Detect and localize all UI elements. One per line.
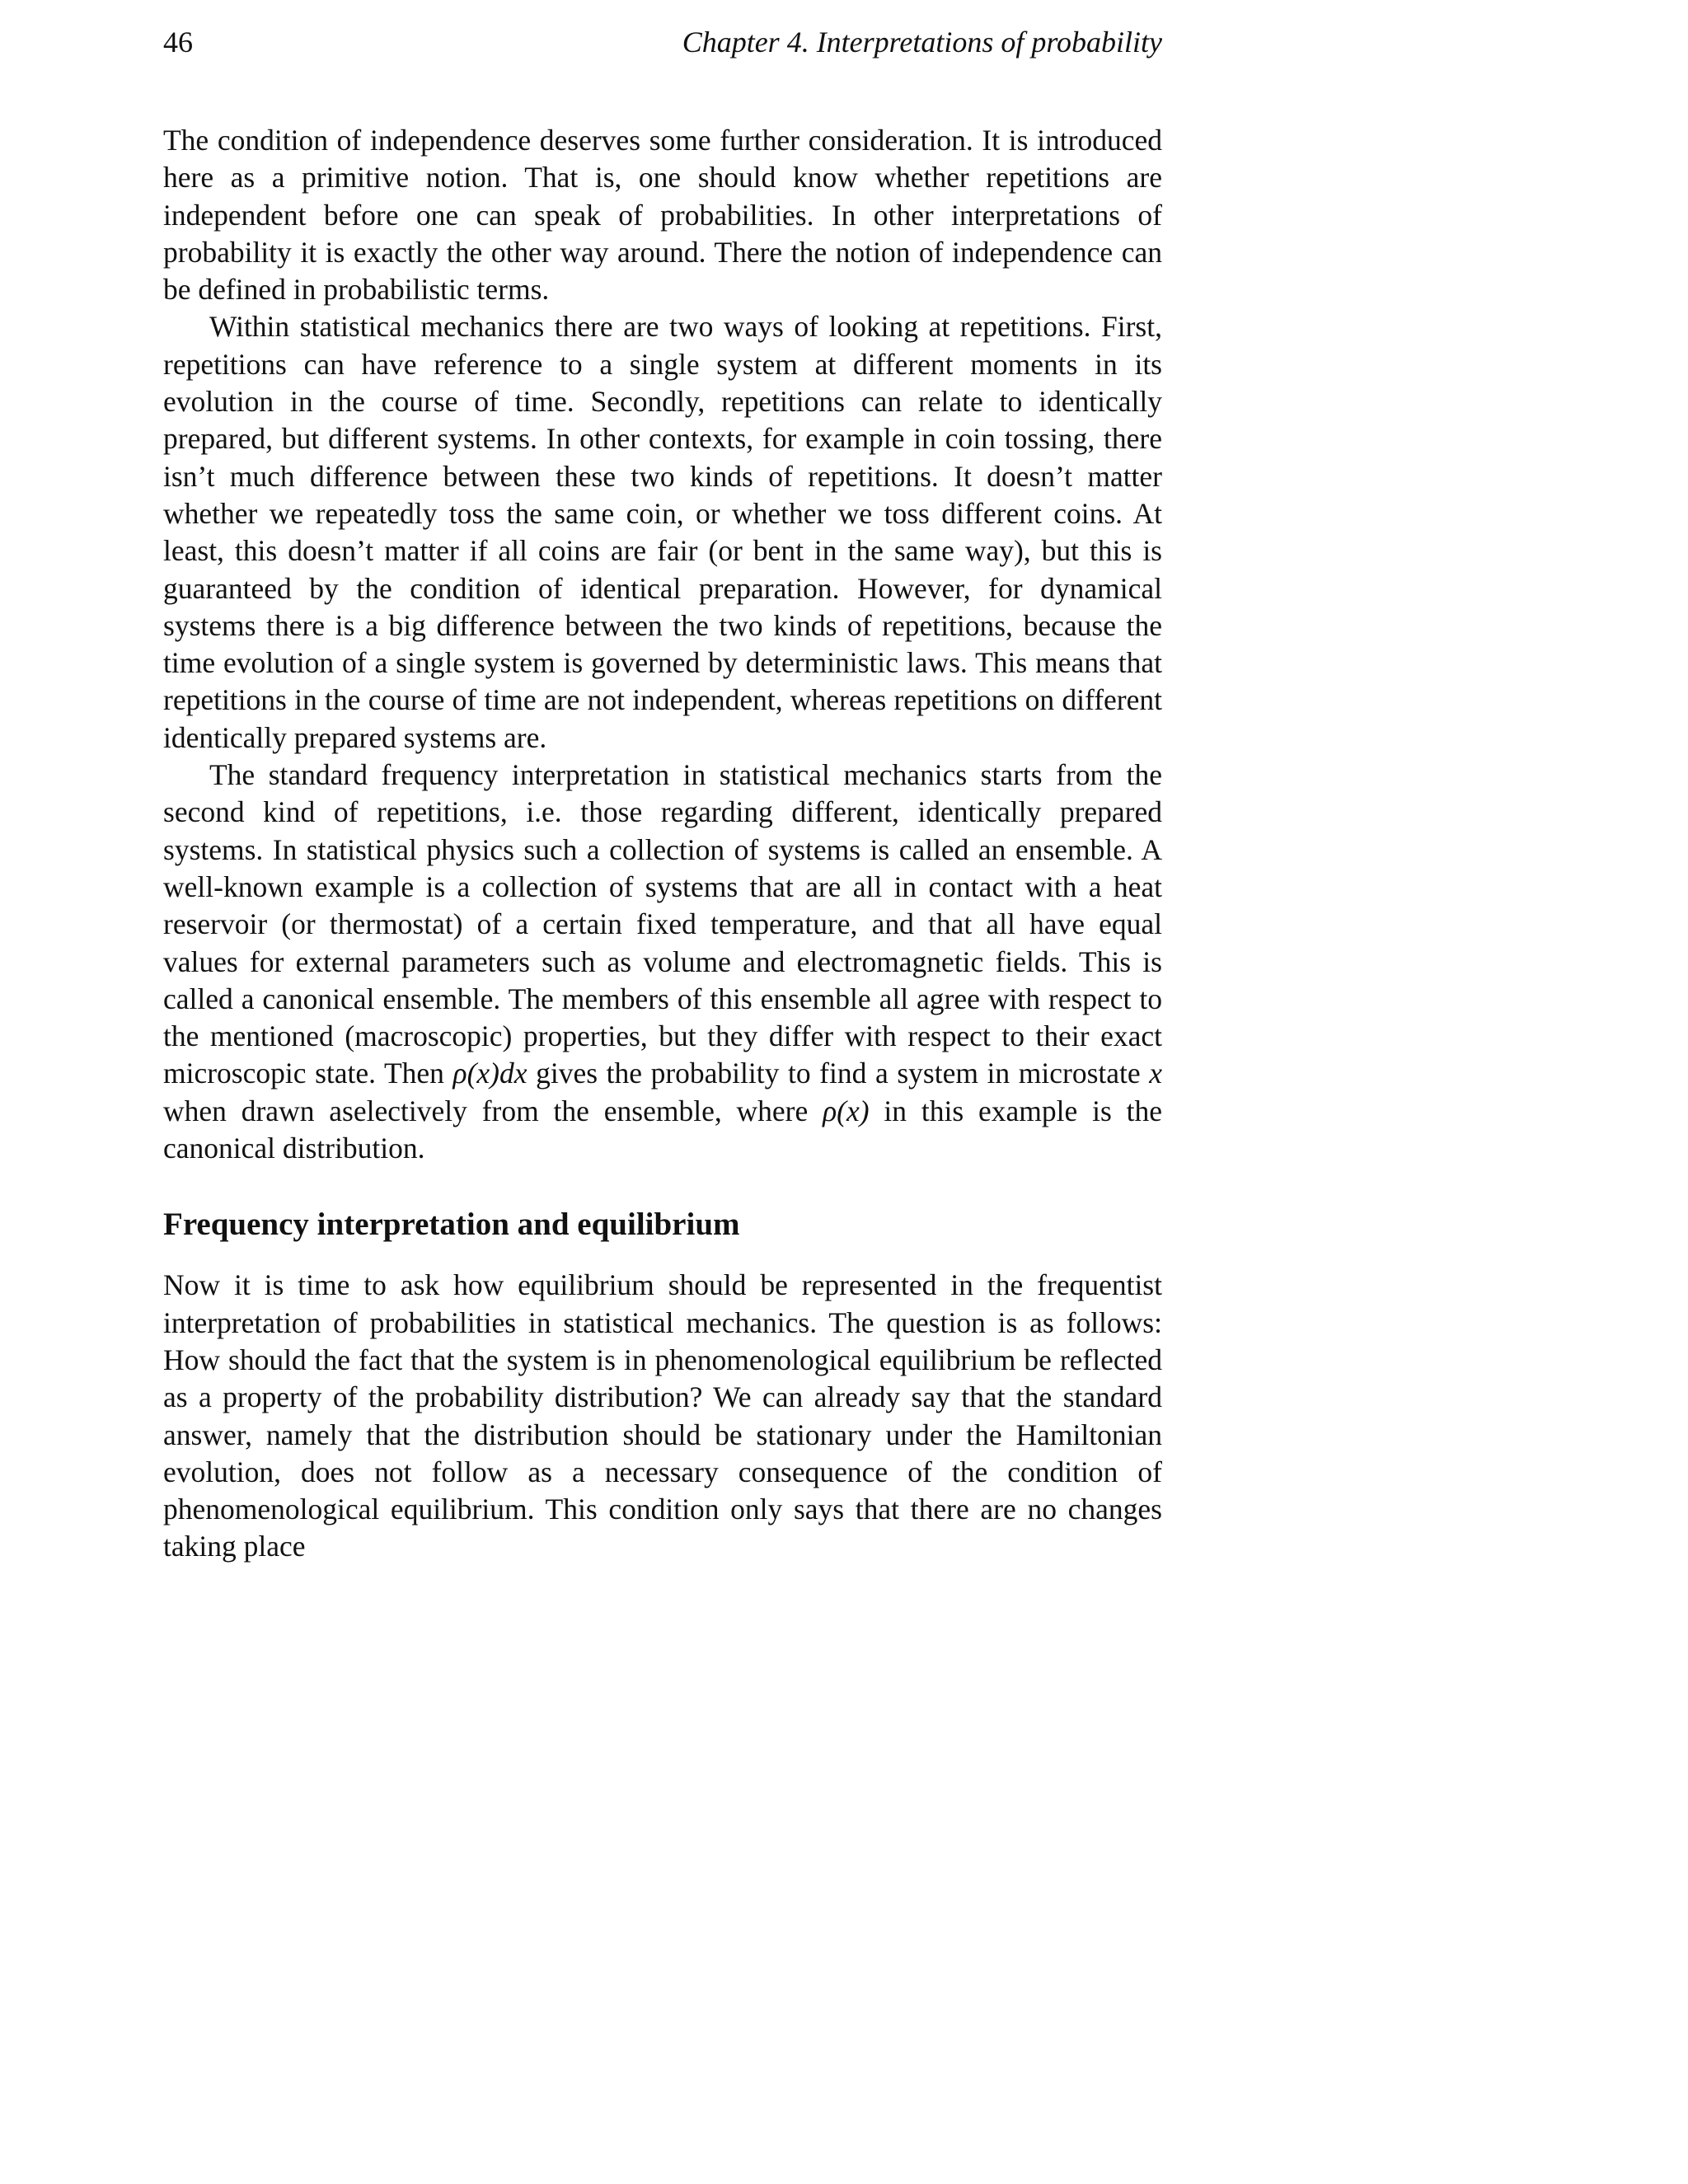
paragraph-text: The standard frequency interpretation in statistical mechanics starts from the second kind of repetitions, i.e. those regarding different, identically prepared systems. In statistical physics such a collection of systems is called an ensemble. A well-known example is a collection of systems that are all in contact with a heat reservoir (or thermostat) of a certain fixed temperature, and that all have equal values for external parameters such as volume and electromagnetic fields. This is called a canonical ensemble. The members of this ensemble all agree with respect to the mentioned (macroscopic) properties, but they differ with respect to their exact microscopic state. Then — [163, 758, 1162, 1090]
running-head — [163, 23, 1162, 61]
page-number: 46 — [163, 26, 193, 59]
paragraph-text: in this example is the canonical distribution. — [163, 1094, 1162, 1165]
body-text — [163, 122, 1162, 1566]
paragraph-independence: The condition of independence deserves some further consideration. It is introduced here as a primitive notion. That is, one should know whether repetitions are independent before one can speak of probabilities. In other interpretations of probability it is exactly the other way around. There the notion of independence can be defined in probabilistic terms. — [163, 124, 1162, 307]
section-heading: Frequency interpretation and equilibrium — [163, 1207, 740, 1243]
paragraph-text: gives the probability to find a system in microstate — [527, 1057, 1150, 1090]
paragraph-ensemble — [163, 757, 1162, 1167]
math-expression: ρ(x)dx — [452, 1057, 528, 1090]
chapter-title: Chapter 4. Interpretations of probability — [682, 26, 1162, 59]
math-expression: ρ(x) — [823, 1094, 870, 1127]
paragraph-repetitions: Within statistical mechanics there are two ways of looking at repetitions. First, repetitions can have reference to a single system at different moments in its evolution in the course of time. Secondly, repetitions can relate to identically prepared, but different systems. In other contexts, for example in coin tossing, there isn’t much difference between these two kinds of repetitions. It doesn’t matter whether we repeatedly toss the same coin, or whether we toss different coins. At least, this doesn’t matter if all coins are fair (or bent in the same way), but this is guaranteed by the condition of identical preparation. However, for dynamical systems there is a big difference between the two kinds of repetitions, because the time evolution of a single system is governed by deterministic laws. This means that repetitions in the course of time are not independent, whereas repetitions on different identically prepared systems are. — [163, 310, 1162, 754]
paragraph-text: when drawn aselectively from the ensemble, where — [163, 1094, 823, 1127]
paragraph-equilibrium: Now it is time to ask how equilibrium should be represented in the frequentist interpretation of probabilities in statistical mechanics. The question is as follows: How should the fact that the system is in phenomenological equilibrium be reflected as a property of the probability distribution? We can already say that the standard answer, namely that the distribution should be stationary under the Hamiltonian evolution, does not follow as a necessary consequence of the condition of phenomenological equilibrium. This condition only says that there are no changes taking place — [163, 1268, 1162, 1563]
math-variable: x — [1149, 1057, 1162, 1090]
